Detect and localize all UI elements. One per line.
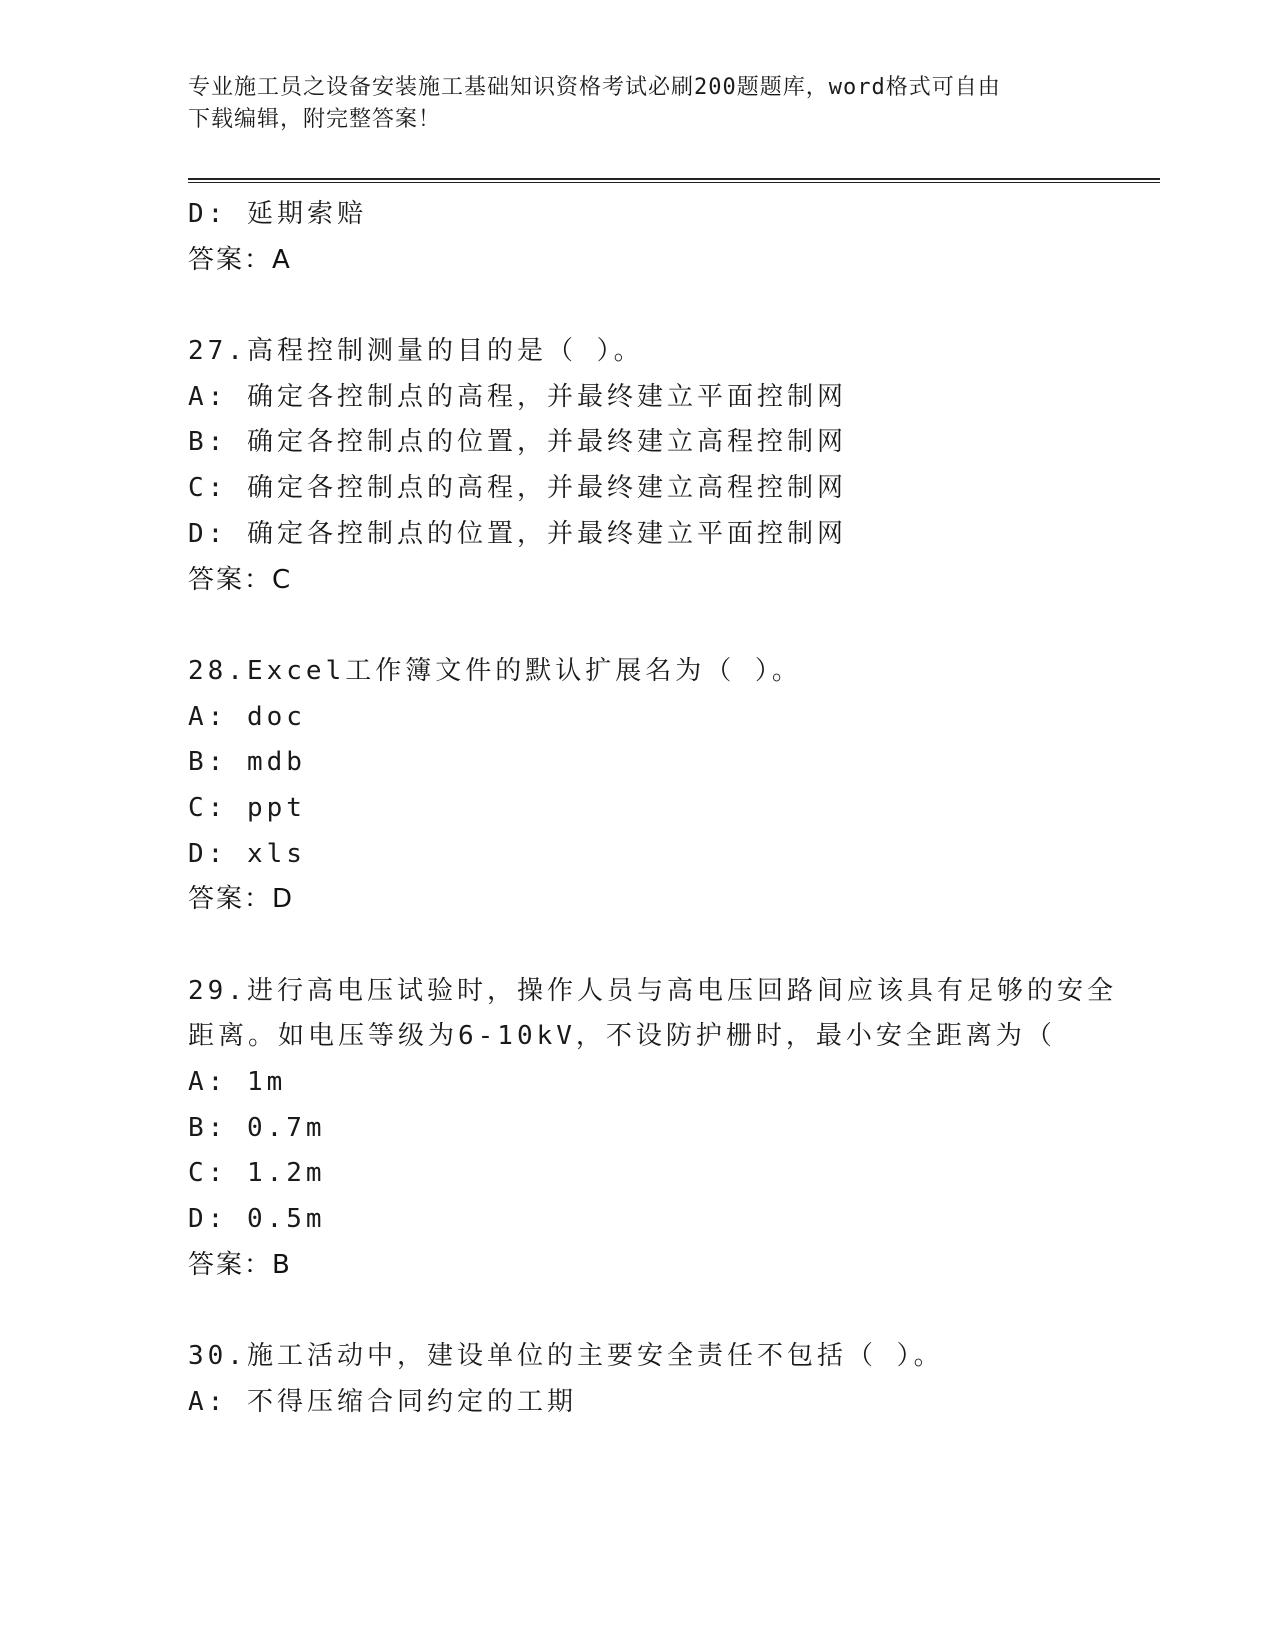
spacer: [188, 1289, 1168, 1335]
question-28: [188, 649, 1168, 923]
option-d: D: 确定各控制点的位置，并最终建立平面控制网: [188, 518, 847, 549]
option-d: D: 延期索赔: [188, 199, 367, 229]
option-a: A: 不得压缩合同约定的工期: [188, 1386, 577, 1417]
option-c: C: 确定各控制点的高程，并最终建立高程控制网: [188, 473, 847, 504]
option-c: C: ppt: [188, 792, 306, 823]
answer-line: 答案：C: [188, 564, 293, 595]
option-b: B: 确定各控制点的位置，并最终建立高程控制网: [188, 427, 847, 458]
answer-line: 答案：D: [188, 884, 295, 915]
option-d: D: 0.5m: [188, 1204, 326, 1235]
spacer: [188, 923, 1168, 969]
question-30: [188, 1334, 1168, 1425]
question-27: [188, 329, 1168, 603]
option-b: B: mdb: [188, 747, 306, 778]
question-list: [188, 192, 1168, 1426]
option-a: A: 确定各控制点的高程，并最终建立平面控制网: [188, 381, 847, 412]
option-b: B: 0.7m: [188, 1112, 326, 1143]
spacer: [188, 283, 1168, 329]
question-stem-line-2: 距离。如电压等级为6-10kV，不设防护栅时，最小安全距离为（: [188, 1021, 1056, 1052]
page-header: [188, 72, 1088, 136]
answer-line: 答案：A: [188, 244, 292, 275]
question-stem: 30.施工活动中，建设单位的主要安全责任不包括（ ）。: [188, 1341, 944, 1372]
header-divider: [188, 178, 1160, 183]
option-a: A: 1m: [188, 1067, 287, 1098]
option-d: D: xls: [188, 838, 306, 869]
question-stem: 27.高程控制测量的目的是（ ）。: [188, 336, 644, 367]
spacer: [188, 603, 1168, 649]
previous-question-tail: [188, 192, 1168, 283]
question-stem-line-1: 29.进行高电压试验时，操作人员与高电压回路间应该具有足够的安全: [188, 975, 1117, 1006]
question-stem: 28.Excel工作簿文件的默认扩展名为（ ）。: [188, 655, 802, 686]
header-title-line-2: 下载编辑，附完整答案！: [188, 107, 442, 132]
option-a: A: doc: [188, 701, 306, 732]
answer-line: 答案：B: [188, 1249, 292, 1280]
option-c: C: 1.2m: [188, 1158, 326, 1189]
header-title-line-1: 专业施工员之设备安装施工基础知识资格考试必刷200题题库，word格式可自由: [188, 75, 1001, 100]
question-29: [188, 969, 1168, 1289]
